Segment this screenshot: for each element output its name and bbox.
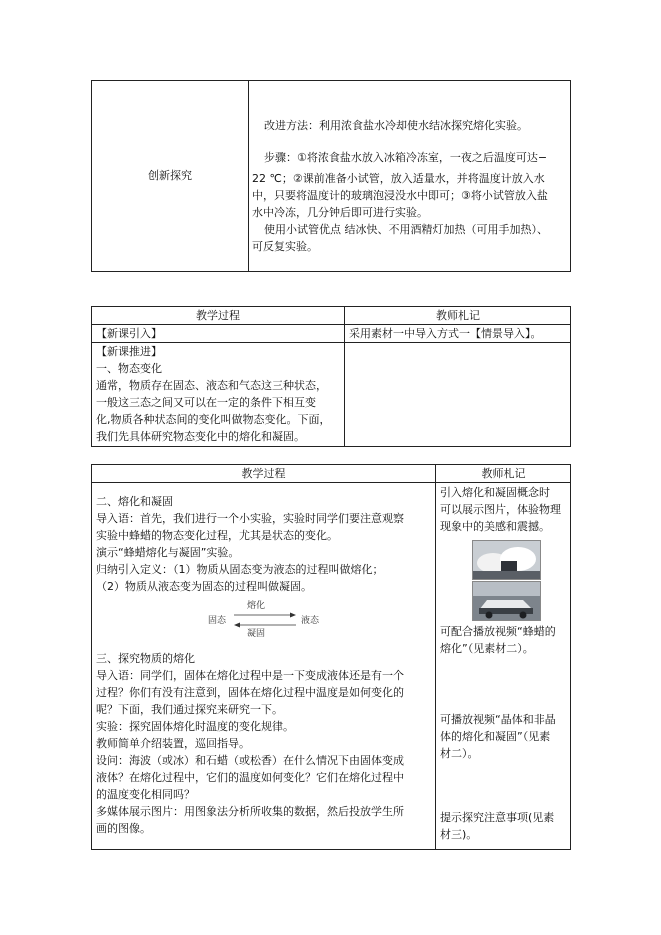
innovation-table bbox=[91, 80, 571, 272]
note-precautions: 提示探究注意事项(见素 材三)。 bbox=[440, 811, 555, 841]
innovation-label: 创新探究 bbox=[148, 169, 192, 182]
solidifying-label: 凝固 bbox=[247, 629, 266, 639]
header-process: 教学过程 bbox=[241, 467, 286, 480]
advantage-line: 使用小试管优点 结冰快、不用酒精灯加热（可用手加热）、 bbox=[264, 223, 548, 236]
note-video-beeswax: 可配合播放视频“蜂蜡的 熔化”（见素材二）。 bbox=[440, 625, 556, 655]
steps-line: 中，只要将温度计的玻璃泡浸没水中即可；③将小试管放入盐 bbox=[252, 189, 548, 202]
lesson-table-2 bbox=[91, 464, 571, 850]
note-images: 引入熔化和凝固概念时 可以展示图片，体验物理 现象中的美感和震撼。 bbox=[440, 486, 561, 533]
phase-change-diagram bbox=[202, 601, 332, 641]
improve-method: 改进方法：利用浓食盐水冷却使水结冰探究熔化实验。 bbox=[264, 119, 528, 132]
intro-note: 采用素材一中导入方式一【情景导入】。 bbox=[349, 327, 542, 340]
solid-label: 固态 bbox=[208, 616, 227, 626]
steps-line: 水中冷冻，几分钟后即可进行实验。 bbox=[252, 206, 428, 219]
steps-line: 步骤：①将浓食盐水放入冰箱冷冻室，一夜之后温度可达− bbox=[264, 151, 548, 164]
new-lesson-intro: 【新课引入】 bbox=[96, 327, 162, 340]
advantage-line: 可反复实验。 bbox=[252, 240, 318, 253]
note-video-crystal: 可播放视频“晶体和非晶 体的熔化和凝固”（见素 材二）。 bbox=[440, 713, 556, 760]
innovation-content bbox=[252, 117, 570, 255]
melting-photo bbox=[472, 540, 541, 580]
phase-arrows bbox=[232, 611, 298, 629]
header-notes: 教师札记 bbox=[436, 309, 480, 322]
steps-line: 22 ℃；②课前准备小试管，放入适量水，并将温度计放入水 bbox=[252, 172, 545, 185]
frozen-car-photo bbox=[472, 581, 541, 621]
header-notes: 教师札记 bbox=[481, 467, 526, 480]
header-process: 教学过程 bbox=[196, 309, 240, 322]
lesson-table-1 bbox=[91, 306, 571, 447]
melting-label: 熔化 bbox=[247, 601, 266, 611]
lesson-advance: 【新课推进】 一、物态变化 通常，物质存在固态、液态和气态这三种状态， 一般这三态之间又可以在一定的条件下相互变 化,物质各种状态间的变化叫做物态变化。下面， 我们先具体研究物态变化中的熔化和凝固。 bbox=[96, 345, 331, 443]
explore-melting-section: 三、探究物质的熔化 导入语：同学们，固体在熔化过程中是一下变成液体还是有一个 过程？你们有没有注意到，固体在熔化过程中温度是如何变化的 呢？下面，我们通过探究来研究一下。 实验：探究固体熔化时温度的变化规律。 教师简单介绍装置，巡回指导。 设问：海波（或冰）和石蜡（或松香）在什么情况下由固体变成 液体？在熔化过程中，它们的温度如何变化？它们在熔化过程中 的温度变化相同吗？ 多媒体展示图片：用图象法分析所收集的数据，然后投放学生所 画的图像。 bbox=[96, 652, 404, 835]
liquid-label: 液态 bbox=[301, 616, 320, 626]
melting-solidifying-section: 二、熔化和凝固 导入语：首先，我们进行一个小实验，实验时同学们要注意观察 实验中蜂蜡的物态变化过程，尤其是状态的变化。 演示“蜂蜡熔化与凝固”实验。 归纳引入定义：（1）物质从固态变为液态的过程叫做熔化； （2）物质从液态变为固态的过程叫做凝固。 bbox=[96, 495, 404, 593]
